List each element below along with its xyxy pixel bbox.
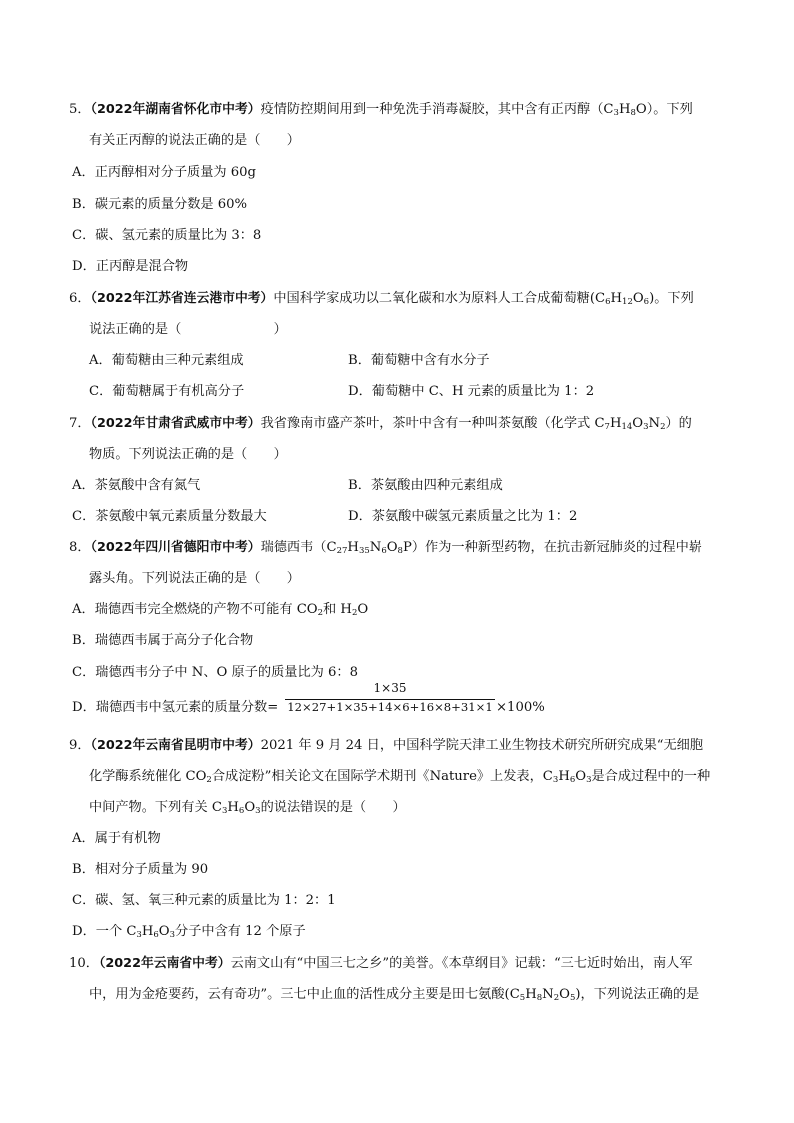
q5-option-b: B．碳元素的质量分数是 60% [72, 197, 248, 212]
q6-option-b: B．葡萄糖中含有水分子 [348, 353, 490, 368]
q8-stem-line1: 8．（2022年四川省德阳市中考）瑞德西韦$(C_{27}H_{35}N_6O_8P)$作为一种新型药物，在抗击新冠肺炎的过程中崭 [69, 540, 702, 556]
q8-number: 8． [69, 540, 91, 555]
q7-source: （2022年甘肃省武威市中考） [90, 416, 261, 431]
q9-option-a: A．属于有机物 [72, 831, 161, 846]
q7-option-d: D．茶氨酸中碳氢元素质量之比为 1：2 [348, 509, 578, 524]
q8-source: （2022年四川省德阳市中考） [90, 540, 261, 555]
q9-option-d: D．一个 $C_3H_6O_3$分子中含有 12 个原子 [72, 924, 306, 940]
q7-stem-line1: 7．（2022年甘肃省武威市中考）我省豫南市盛产茶叶，茶叶中含有一种叫茶氨酸（化学式 $C_7H_{14}O_3N_2$）的 [69, 416, 692, 432]
q6-stem-line1: 6．（2022年江苏省连云港市中考）中国科学家成功以二氧化碳和水为原料人工合成葡萄糖$(C_6H_{12}O_6)$。下列 [69, 291, 694, 307]
q9-number: 9． [69, 738, 91, 753]
q7-stem-line2: 物质。下列说法正确的是（ ） [89, 447, 287, 462]
q8-option-a: A．瑞德西韦完全燃烧的产物不可能有 $CO_2$和 $H_2O$ [72, 602, 369, 618]
q9-option-b: B．相对分子质量为 90 [72, 862, 209, 877]
q8-option-d: D．瑞德西韦中氢元素的质量分数= [72, 700, 279, 715]
q6-option-a: A．葡萄糖由三种元素组成 [89, 353, 244, 368]
q10-number: 10． [69, 956, 99, 971]
fraction-denominator: 12×27+1×35+14×6+16×8+31×1 [287, 700, 493, 714]
q5-option-d: D．正丙醇是混合物 [72, 259, 189, 274]
q6-option-c: C．葡萄糖属于有机高分子 [89, 384, 245, 399]
q8-stem-line2: 露头角。下列说法正确的是（ ） [89, 571, 300, 586]
q9-stem-line3: 中间产物。下列有关 $C_3H_6O_3$的说法错误的是（ ） [89, 800, 406, 816]
q8-option-c: C．瑞德西韦分子中 N、O 原子的质量比为 6：8 [72, 665, 358, 680]
q5-stem-line2: 有关正丙醇的说法正确的是（ ） [89, 133, 300, 148]
q8-fraction-tail: ×100% [496, 700, 545, 715]
q5-source: （2022年湖南省怀化市中考） [90, 102, 261, 117]
q10-stem-line2: 中，用为金疮要药，云有奇功”。三七中止血的活性成分主要是田七氨酸$(C_5H_8N_2O_5)$，下列说法正确的是 [89, 987, 700, 1003]
q6-number: 6． [69, 291, 91, 306]
q10-stem-line1: 10．（2022年云南省中考）云南文山有“中国三七之乡”的美誉。《本草纲目》记载：“三七近时始出，南人军 [69, 956, 693, 971]
q6-option-d: D．葡萄糖中 C、H 元素的质量比为 1：2 [348, 384, 595, 399]
fraction-numerator: 1×35 [373, 681, 407, 695]
q9-source: （2022年云南省昆明市中考） [90, 738, 261, 753]
q8-fraction [285, 683, 495, 721]
q9-stem-line2: 化学酶系统催化 $CO_2$合成淀粉”相关论文在国际学术期刊《Nature》上发表，$C_3H_6O_3$是合成过程中的一种 [89, 769, 711, 785]
q8-option-b: B．瑞德西韦属于高分子化合物 [72, 633, 254, 648]
q9-stem-line1: 9．（2022年云南省昆明市中考）2021 年 9 月 24 日，中国科学院天津工业生物技术研究所研究成果“无细胞 [69, 738, 704, 753]
q6-stem-line2: 说法正确的是（ ） [89, 322, 287, 337]
q7-option-a: A．茶氨酸中含有氮气 [72, 478, 201, 493]
q7-option-c: C．茶氨酸中氧元素质量分数最大 [72, 509, 267, 524]
q5-number: 5． [69, 102, 91, 117]
q10-source: （2022年云南省中考） [98, 956, 231, 971]
q6-source: （2022年江苏省连云港市中考） [90, 291, 274, 306]
q5-option-a: A．正丙醇相对分子质量为 60g [72, 165, 256, 180]
q7-number: 7． [69, 416, 91, 431]
q9-option-c: C．碳、氢、氧三种元素的质量比为 1：2：1 [72, 893, 336, 908]
q7-option-b: B．茶氨酸由四种元素组成 [348, 478, 503, 493]
q5-option-c: C．碳、氢元素的质量比为 3：8 [72, 228, 262, 243]
q5-stem-line1: 5．（2022年湖南省怀化市中考）疫情防控期间用到一种免洗手消毒凝胶，其中含有正丙醇$(C_3H_8O)$。下列 [69, 102, 693, 118]
